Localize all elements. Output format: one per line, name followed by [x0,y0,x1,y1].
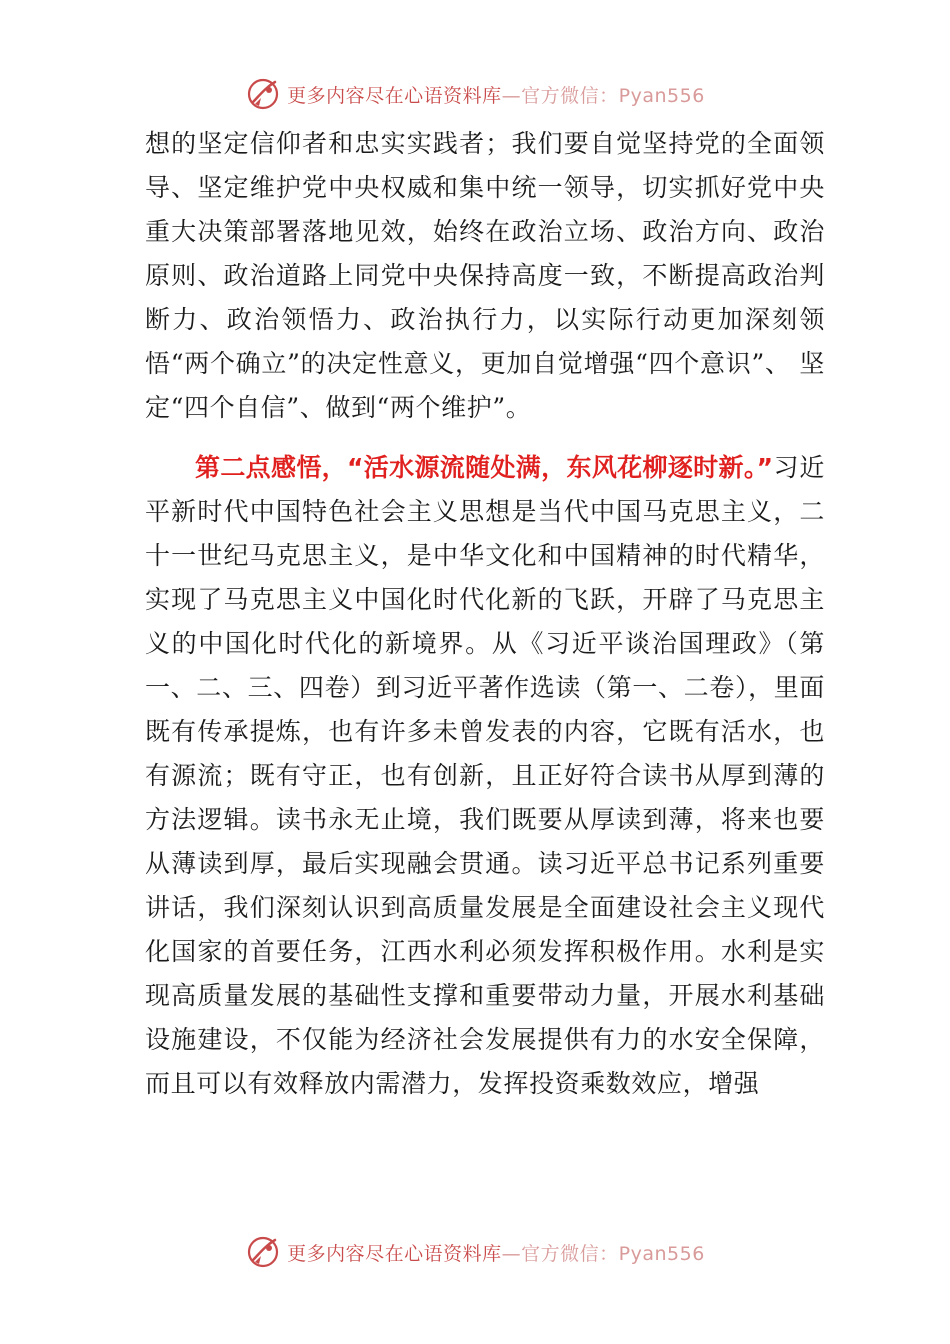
footer-banner-main: 更多内容尽在心语资料库 [287,1242,502,1265]
footer-banner-dash: — [501,1242,522,1265]
document-body [145,122,825,1106]
header-banner-text [287,81,705,108]
brush-logo-icon [245,1234,281,1270]
footer-banner-text [287,1239,705,1266]
header-banner-dash: — [501,84,522,107]
footer-banner-sub: 官方微信：Pyan556 [521,1242,705,1265]
paragraph-2 [145,446,825,1106]
paragraph-1: 想的坚定信仰者和忠实实践者；我们要自觉坚持党的全面领导、坚定维护党中央权威和集中统一领导，切实抓好党中央重大决策部署落地见效，始终在政治立场、政治方向、政治原则、政治道路上同党中央保持高度一致，不断提高政治判断力、政治领悟力、政治执行力，以实际行动更加深刻领悟“两个确立”的决定性意义，更加自觉增强“四个意识”、 坚定“四个自信”、做到“两个维护”。 [145,129,825,422]
footer-banner [0,1230,950,1274]
paragraph-2-highlight: 第二点感悟，“活水源流随处满，东风花柳逐时新。” [195,453,774,482]
header-banner [0,72,950,116]
brush-logo-icon [245,76,281,112]
header-banner-main: 更多内容尽在心语资料库 [287,84,502,107]
paragraph-2-body: 习近平新时代中国特色社会主义思想是当代中国马克思主义，二十一世纪马克思主义，是中华文化和中国精神的时代精华，实现了马克思主义中国化时代化新的飞跃，开辟了马克思主义的中国化时代化的新境界。从《习近平谈治国理政》（第一、二、三、四卷）到习近平著作选读（第一、二卷），里面既有传承提炼，也有许多未曾发表的内容，它既有活水，也有源流；既有守正，也有创新，且正好符合读书从厚到薄的方法逻辑。读书永无止境，我们既要从厚读到薄，将来也要从薄读到厚，最后实现融会贯通。读习近平总书记系列重要讲话，我们深刻认识到高质量发展是全面建设社会主义现代化国家的首要任务，江西水利必须发挥积极作用。水利是实现高质量发展的基础性支撑和重要带动力量，开展水利基础设施建设，不仅能为经济社会发展提供有力的水安全保障，而且可以有效释放内需潜力，发挥投资乘数效应，增强 [145,453,825,1098]
header-banner-sub: 官方微信：Pyan556 [521,84,705,107]
